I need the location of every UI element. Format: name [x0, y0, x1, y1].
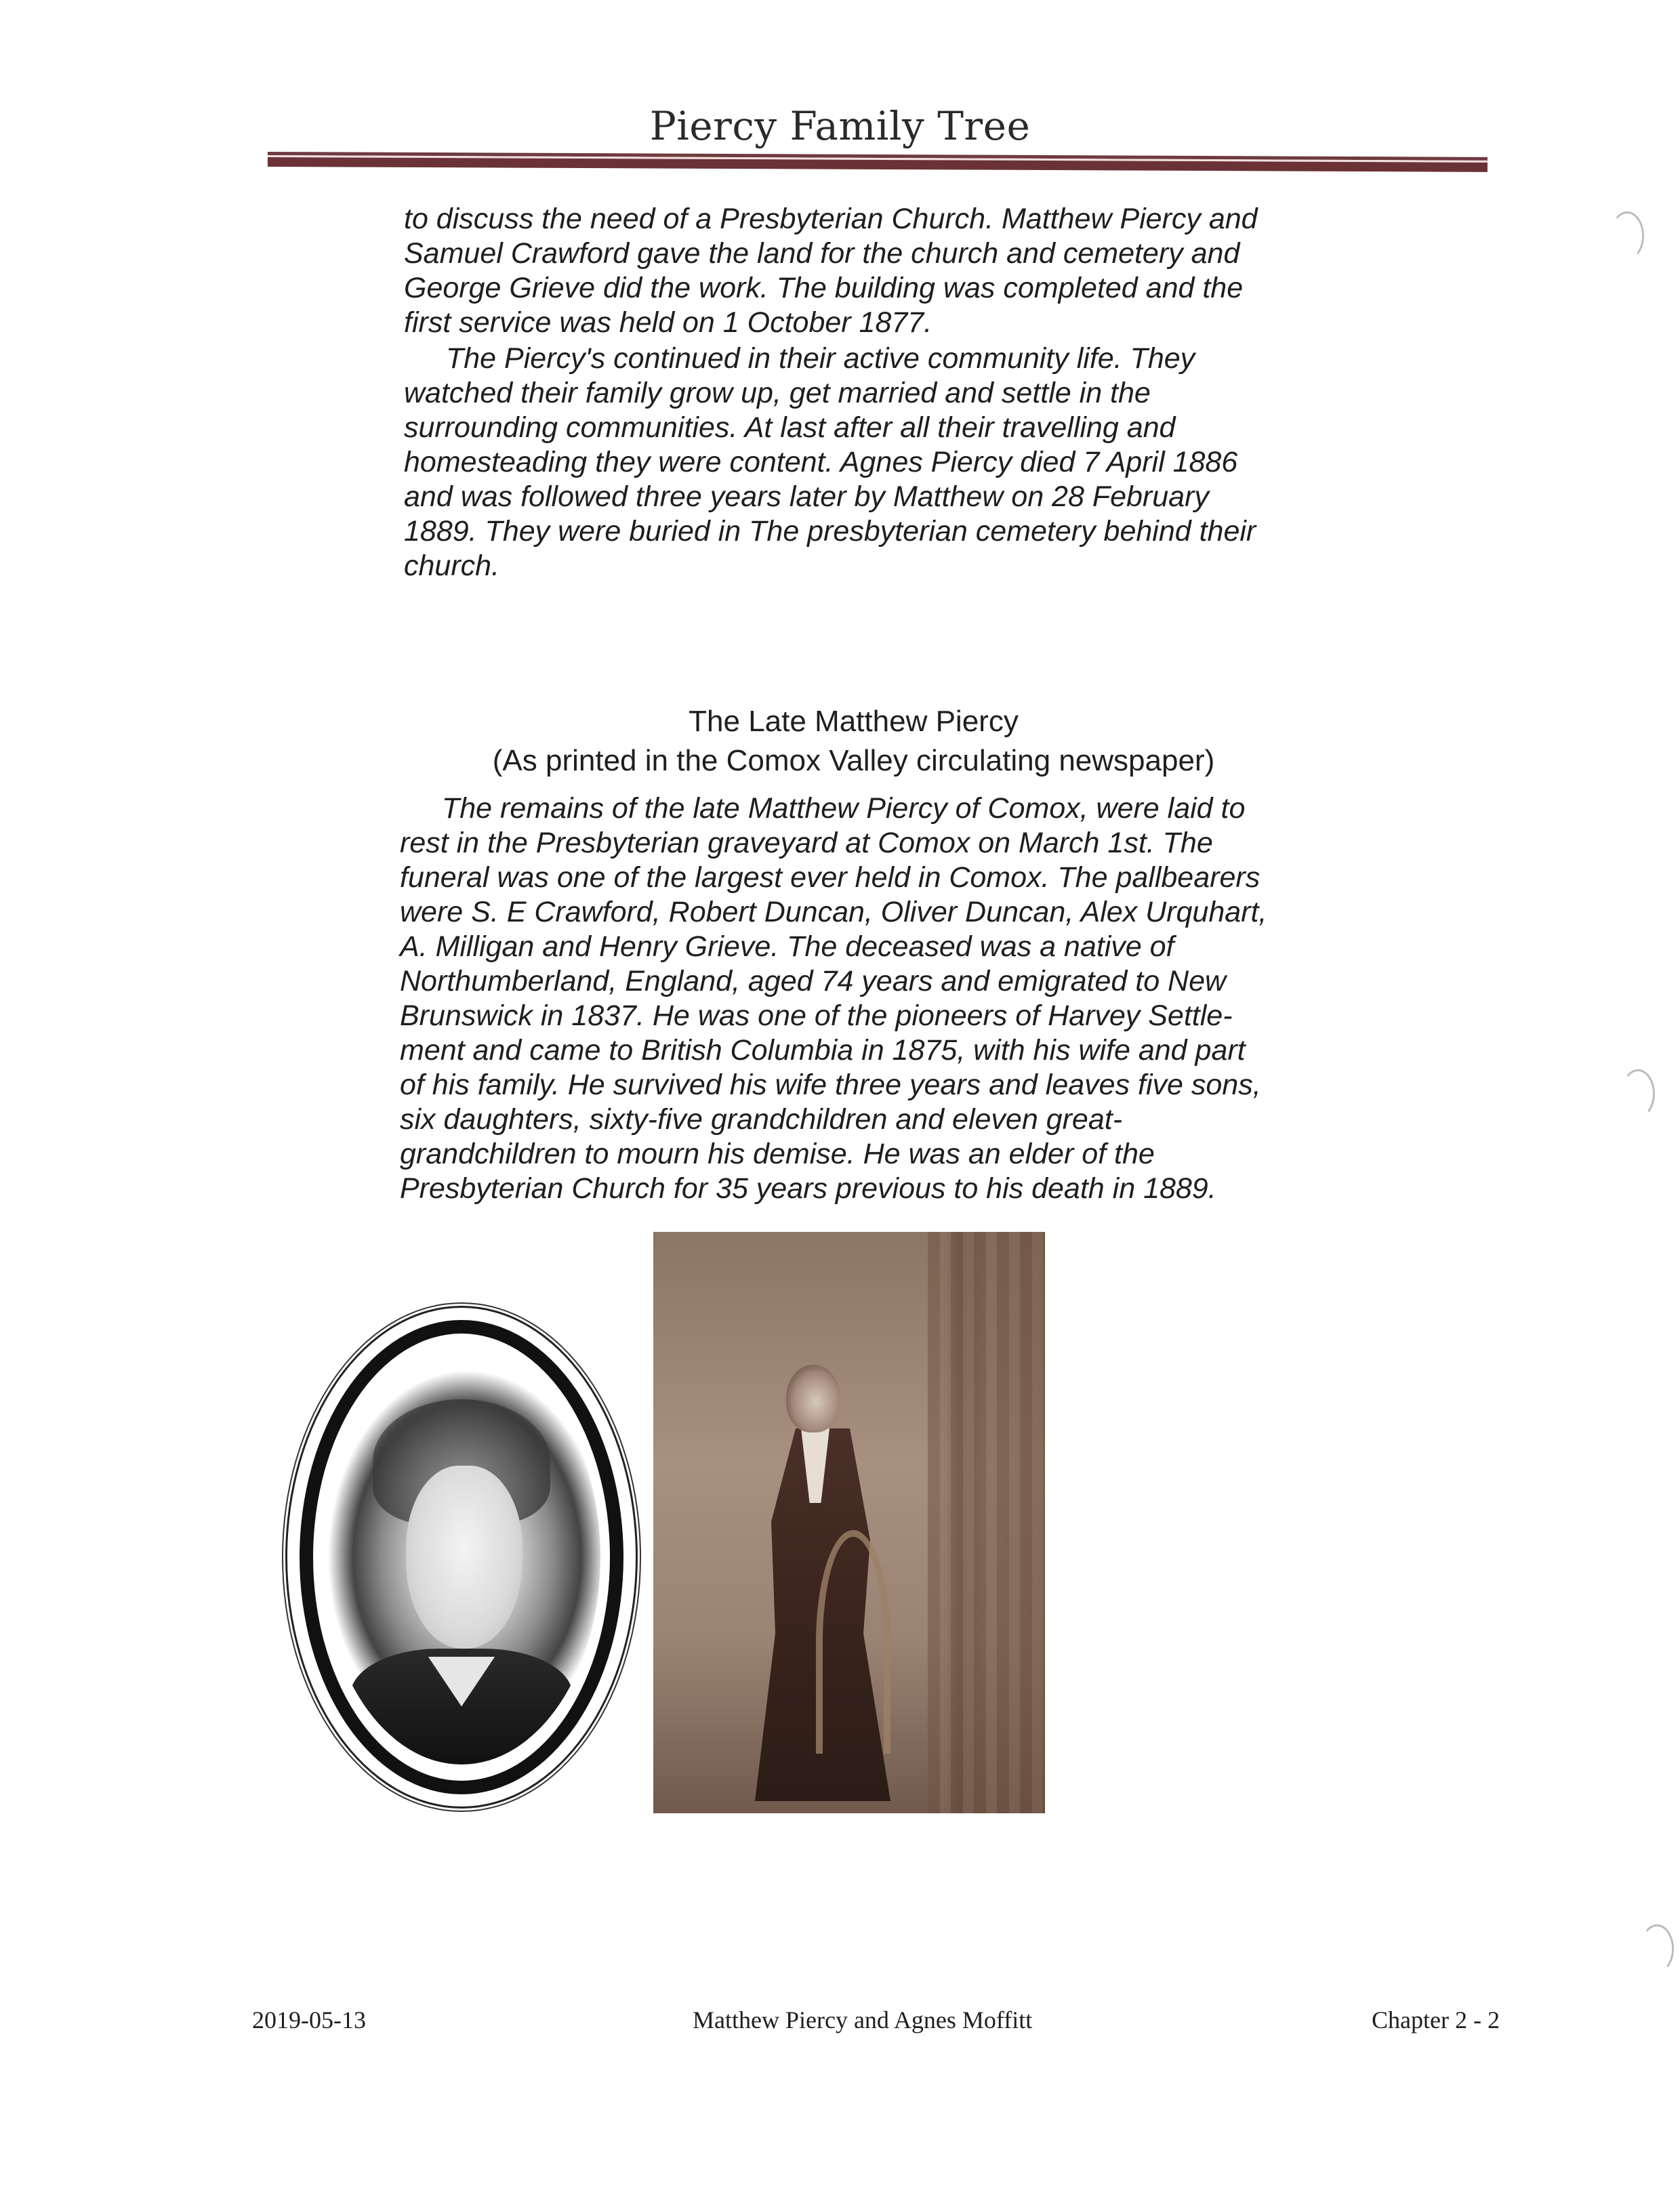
photo-curtain: [928, 1232, 1045, 1813]
paragraph-church: [404, 202, 1258, 340]
text-line: watched their family grow up, get married and settle in the: [404, 377, 1151, 409]
text-line: The Piercy's continued in their active community life. They: [446, 342, 1195, 375]
portrait-face: [406, 1466, 523, 1648]
text-line: ment and came to British Columbia in 1875, with his wife and part: [400, 1034, 1246, 1067]
text-line: to discuss the need of a Presbyterian Church. Matthew Piercy and: [404, 203, 1258, 235]
page-title: Piercy Family Tree: [649, 103, 1031, 149]
footer-title: Matthew Piercy and Agnes Moffitt: [693, 2006, 1033, 2034]
text-line: The remains of the late Matthew Piercy of Comox, were laid to: [442, 792, 1246, 825]
text-line: of his family. He survived his wife three years and leaves five sons,: [400, 1069, 1261, 1101]
photo-agnes-piercy: [653, 1232, 1045, 1813]
text-line: Presbyterian Church for 35 years previous to his death in 1889.: [400, 1172, 1216, 1205]
header-divider: [268, 152, 1488, 176]
text-line: surrounding communities. At last after all their travelling and: [404, 411, 1176, 444]
binder-hole-mark: [1621, 1069, 1655, 1118]
obituary-text: [400, 791, 1267, 1206]
text-line: were S. E Crawford, Robert Duncan, Oliver Duncan, Alex Urquhart,: [400, 896, 1267, 928]
text-line: and was followed three years later by Matthew on 28 February: [404, 480, 1209, 513]
text-line: A. Milligan and Henry Grieve. The deceased was a native of: [400, 930, 1174, 963]
text-line: Samuel Crawford gave the land for the church and cemetery and: [404, 237, 1240, 270]
text-line: Northumberland, England, aged 74 years and emigrated to New: [400, 965, 1227, 997]
text-line: funeral was one of the largest ever held in Comox. The pallbearers: [400, 861, 1261, 894]
obituary-subtitle: (As printed in the Comox Valley circulating newspaper): [492, 744, 1215, 777]
footer-date: 2019-05-13: [252, 2006, 366, 2034]
text-line: grandchildren to mourn his demise. He was an elder of the: [400, 1138, 1155, 1170]
photo-chair: [816, 1530, 890, 1754]
obituary-title: The Late Matthew Piercy: [689, 705, 1019, 738]
portrait-matthew-piercy: [287, 1308, 636, 1807]
text-line: rest in the Presbyterian graveyard at Comox on March 1st. The: [400, 827, 1213, 859]
paragraph-community-life: [404, 342, 1256, 583]
binder-hole-mark: [1640, 1924, 1674, 1973]
text-line: homesteading they were content. Agnes Piercy died 7 April 1886: [404, 446, 1238, 478]
text-line: six daughters, sixty-five grandchildren and eleven great-: [400, 1103, 1123, 1136]
footer-page-number: Chapter 2 - 2: [1372, 2006, 1500, 2034]
text-line: first service was held on 1 October 1877.: [404, 306, 933, 339]
text-line: George Grieve did the work. The building was completed and the: [404, 272, 1244, 304]
text-line: 1889. They were buried in The presbyterian cemetery behind their: [404, 515, 1256, 548]
text-line: Brunswick in 1837. He was one of the pioneers of Harvey Settle-: [400, 999, 1233, 1032]
binder-hole-mark: [1610, 211, 1644, 260]
text-line: church.: [404, 550, 500, 582]
portrait-photo: [323, 1350, 600, 1764]
photo-figure-head: [786, 1365, 840, 1432]
